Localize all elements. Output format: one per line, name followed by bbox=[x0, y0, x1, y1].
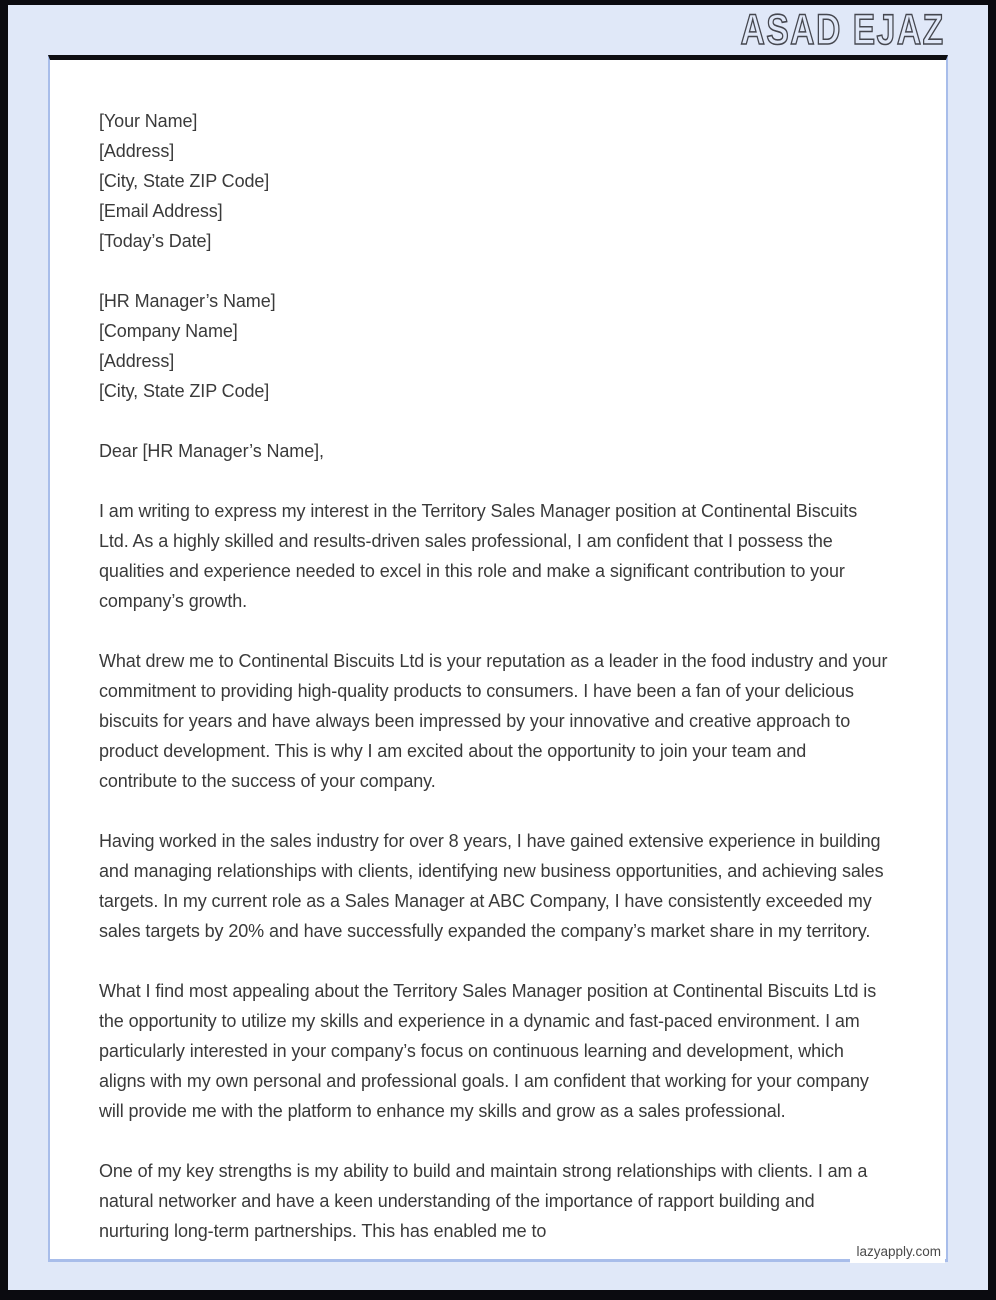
sender-email-line: [Email Address] bbox=[99, 201, 223, 221]
sender-date-line: [Today’s Date] bbox=[99, 231, 212, 251]
watermark-link: lazyapply.com bbox=[850, 1241, 945, 1263]
brand-name: ASAD EJAZ bbox=[740, 6, 945, 54]
sender-address-line: [Address] bbox=[99, 141, 175, 161]
recipient-company-line: [Company Name] bbox=[99, 321, 238, 341]
letter-body bbox=[50, 60, 938, 1246]
body-paragraph-1: I am writing to express my interest in the Territory Sales Manager position at Continental Biscuits Ltd. As a highly skilled and results-driven sales professional, I am confident that I possess the qualities and experience needed to excel in this role and make a significant contribution to your company’s growth. bbox=[99, 501, 858, 611]
sender-name-line: [Your Name] bbox=[99, 111, 198, 131]
letter-sheet bbox=[48, 55, 948, 1262]
recipient-address-line: [Address] bbox=[99, 351, 175, 371]
recipient-city-line: [City, State ZIP Code] bbox=[99, 381, 270, 401]
sender-block bbox=[99, 106, 889, 256]
body-paragraph-4: What I find most appealing about the Territory Sales Manager position at Continental Biscuits Ltd is the opportunity to utilize my skills and experience in a dynamic and fast-paced environment. I am particularly interested in your company’s focus on continuous learning and development, which aligns with my own personal and professional goals. I am confident that working for your company will provide me with the platform to enhance my skills and grow as a sales professional. bbox=[99, 981, 877, 1121]
salutation: Dear [HR Manager’s Name], bbox=[99, 441, 324, 461]
recipient-name-line: [HR Manager’s Name] bbox=[99, 291, 276, 311]
recipient-block bbox=[99, 286, 889, 406]
body-paragraph-3: Having worked in the sales industry for over 8 years, I have gained extensive experience in building and managing relationships with clients, identifying new business opportunities, and achieving sales targets. In my current role as a Sales Manager at ABC Company, I have consistently exceeded my sales targets by 20% and have successfully expanded the company’s market share in my territory. bbox=[99, 831, 884, 941]
sender-city-line: [City, State ZIP Code] bbox=[99, 171, 270, 191]
body-paragraph-5: One of my key strengths is my ability to build and maintain strong relationships with clients. I am a natural networker and have a keen understanding of the importance of rapport building and nurturing long-term partnerships. This has enabled me to bbox=[99, 1161, 868, 1241]
body-paragraph-2: What drew me to Continental Biscuits Ltd is your reputation as a leader in the food industry and your commitment to providing high-quality products to consumers. I have been a fan of your delicious biscuits for years and have always been impressed by your innovative and creative approach to product development. This is why I am excited about the opportunity to join your team and contribute to the success of your company. bbox=[99, 651, 888, 791]
